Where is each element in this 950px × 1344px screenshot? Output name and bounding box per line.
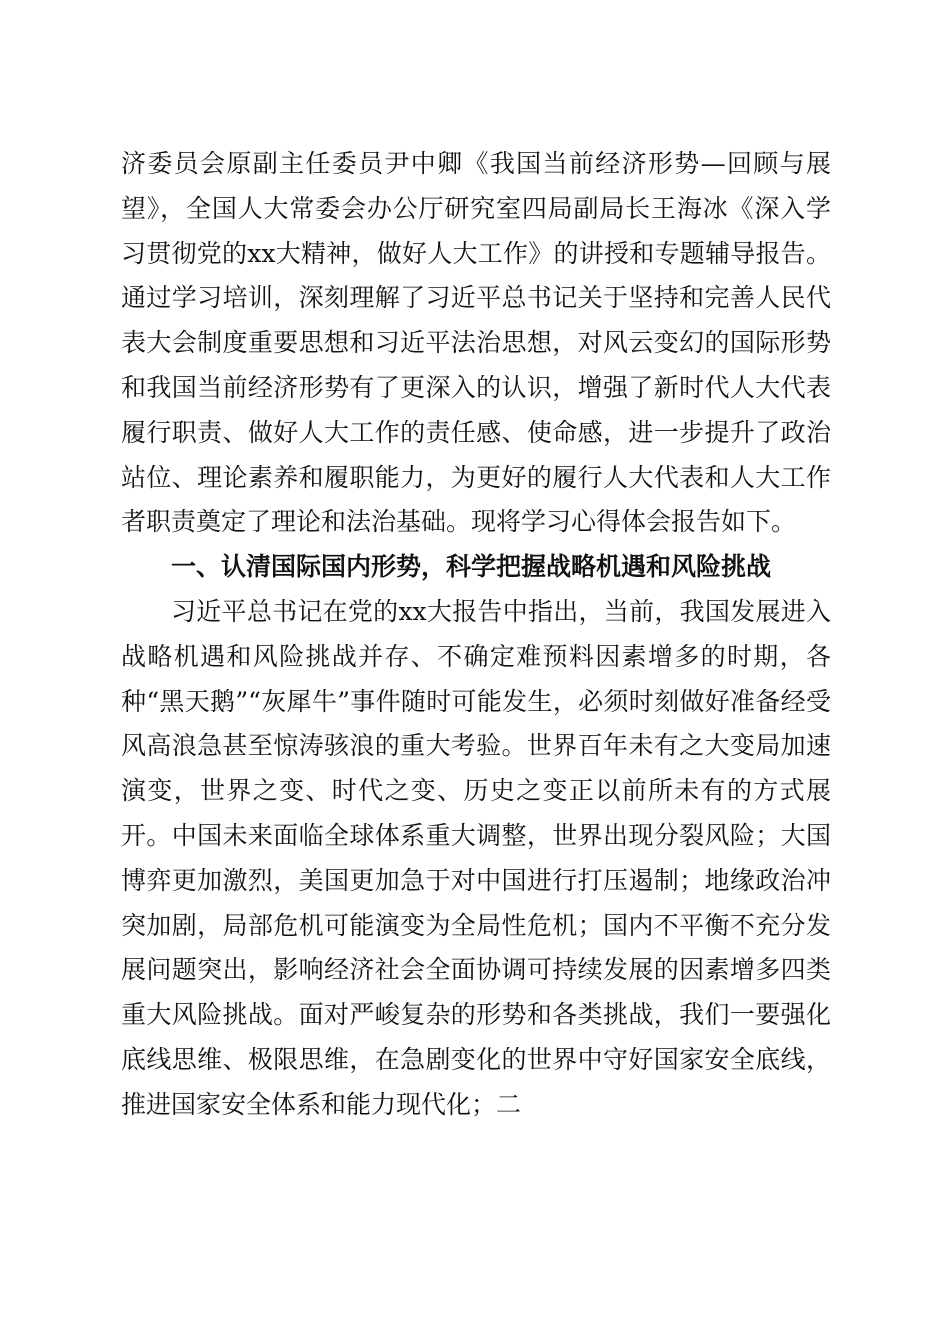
section-heading: 一、认清国际国内形势，科学把握战略机遇和风险挑战 — [171, 552, 772, 582]
continued-paragraph: 济委员会原副主任委员尹中卿《我国当前经济形势—回顾与展望》，全国人大常委会办公厅研究室四局副局长王海冰《深入学习贯彻党的xx大精神，做好人大工作》的讲授和专题辅导报告。通过学习培训，深刻理解了习近平总书记关于坚持和完善人民代表大会制度重要思想和习近平法治思想，对风云变幻的国际形势和我国当前经济形势有了更深入的认识，增强了新时代人大代表履行职责、做好人大工作的责任感、使命感，进一步提升了政治站位、理论素养和履职能力，为更好的履行人大代表和人大工作者职责奠定了理论和法治基础。现将学习心得体会报告如下。 — [121, 149, 831, 537]
section-paragraph: 习近平总书记在党的xx大报告中指出，当前，我国发展进入战略机遇和风险挑战并存、不确定难预料因素增多的时期，各种“黑天鹅”“灰犀牛”事件随时可能发生，必须时刻做好准备经受风高浪急甚至惊涛骇浪的重大考验。世界百年未有之大变局加速演变，世界之变、时代之变、历史之变正以前所未有的方式展开。中国未来面临全球体系重大调整，世界出现分裂风险；大国博弈更加激烈，美国更加急于对中国进行打压遏制；地缘政治冲突加剧，局部危机可能演变为全局性危机；国内不平衡不充分发展问题突出，影响经济社会全面协调可持续发展的因素增多四类重大风险挑战。面对严峻复杂的形势和各类挑战，我们一要强化底线思维、极限思维，在急剧变化的世界中守好国家安全底线，推进国家安全体系和能力现代化；二 — [121, 596, 831, 1119]
document-body — [121, 142, 831, 1128]
